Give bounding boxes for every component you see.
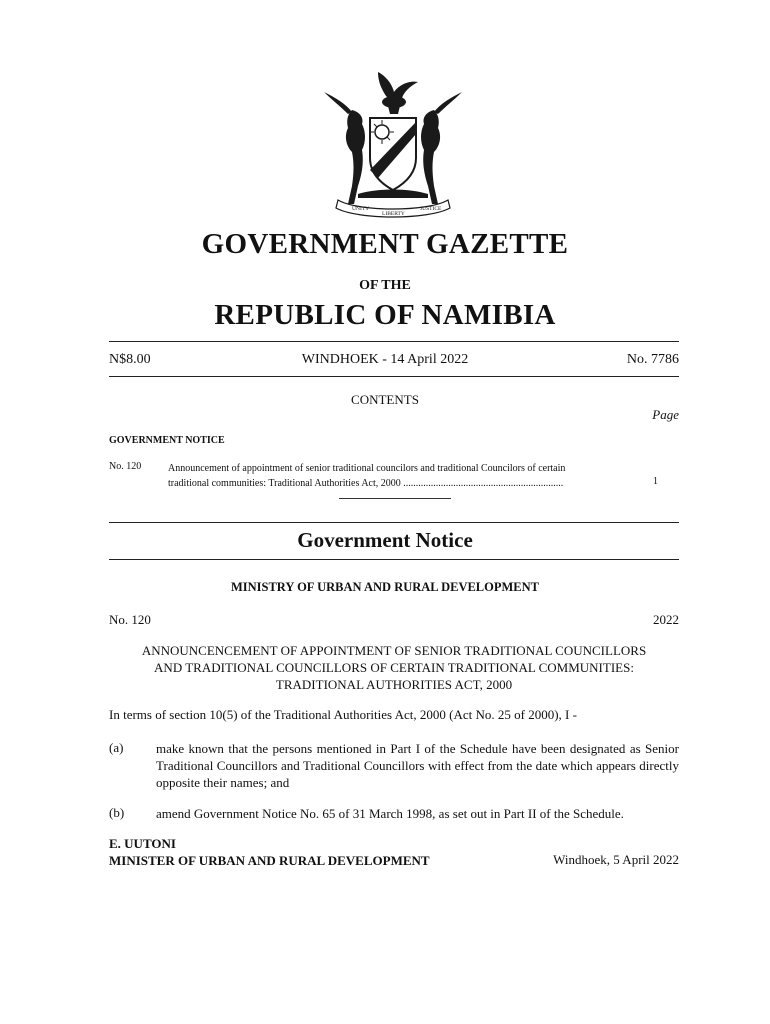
notice-intro: In terms of section 10(5) of the Traditional Authorities Act, 2000 (Act No. 25 of 2000), I - [109,707,577,722]
gazette-price: N$8.00 [109,352,151,367]
item-text-a: make known that the persons mentioned in Part I of the Schedule have been designated as Senior Traditional Councillors and Traditional Councillors with effect from the date which appears directly opposite their names; and [156,741,679,790]
republic-title: REPUBLIC OF NAMIBIA [214,299,556,331]
toc-entry-number: No. 120 [109,461,142,472]
notice-rule-bottom [109,559,679,560]
toc-entry-line1: Announcement of appointment of senior traditional councilors and traditional Councilors of certain [168,463,566,474]
toc-separator [339,498,451,499]
header-rule-bottom [109,376,679,377]
notice-title [109,642,679,693]
gazette-subtitle: OF THE [359,278,411,293]
contents-heading: CONTENTS [351,392,419,407]
item-label-a: (a) [109,740,124,755]
contents-section-heading: GOVERNMENT NOTICE [109,435,225,446]
signature-block [109,835,430,869]
notice-heading: Government Notice [297,528,473,552]
contents-page-label: Page [652,407,679,422]
ministry-heading: MINISTRY OF URBAN AND RURAL DEVELOPMENT [230,580,540,594]
header-rule-top [109,341,679,342]
item-text-b: amend Government Notice No. 65 of 31 March 1998, as set out in Part II of the Schedule. [156,806,624,821]
item-label-b: (b) [109,805,125,820]
signer-title: MINISTER OF URBAN AND RURAL DEVELOPMENT [109,853,430,868]
signed-place-date: Windhoek, 5 April 2022 [553,852,679,867]
toc-entry[interactable] [168,461,643,491]
svg-text:UNITY: UNITY [352,206,370,212]
svg-text:JUSTICE: JUSTICE [420,206,442,212]
notice-rule-top [109,522,679,523]
gazette-title: GOVERNMENT GAZETTE [201,228,569,260]
notice-year: 2022 [653,612,679,627]
notice-title-line: ANNOUNCENCEMENT OF APPOINTMENT OF SENIOR TRADITIONAL COUNCILLORS [141,643,647,658]
notice-number: No. 120 [109,612,151,627]
toc-entry-line2: traditional communities: Traditional Authorities Act, 2000 ................................................................ [168,478,564,489]
svg-text:LIBERTY: LIBERTY [382,211,405,217]
notice-title-line: AND TRADITIONAL COUNCILLORS OF CERTAIN TRADITIONAL COMMUNITIES: [154,660,634,675]
gazette-issue-number: No. 7786 [626,352,679,367]
toc-entry-page: 1 [653,476,658,487]
namibia-coat-of-arms-icon [318,62,468,220]
gazette-place-date: WINDHOEK - 14 April 2022 [301,352,469,367]
signer-name: E. UUTONI [109,836,176,851]
notice-title-line: TRADITIONAL AUTHORITIES ACT, 2000 [275,677,513,692]
